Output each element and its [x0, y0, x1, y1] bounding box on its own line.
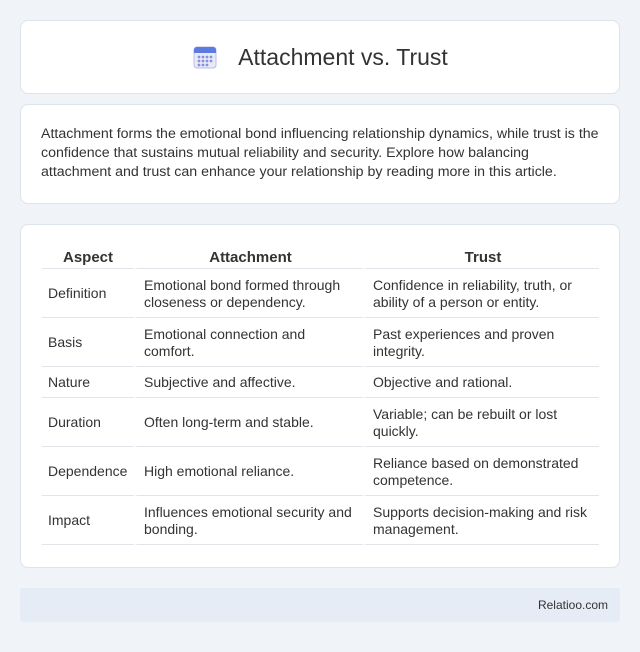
header-attachment: Attachment: [134, 247, 363, 269]
cell-trust: Objective and rational.: [363, 367, 599, 398]
cell-trust: Past experiences and proven integrity.: [363, 318, 599, 367]
cell-trust: Reliance based on demonstrated competence.: [363, 447, 599, 496]
table-row: [42, 367, 599, 398]
cell-trust: Confidence in reliability, truth, or ability of a person or entity.: [363, 269, 599, 318]
table-row: [42, 447, 599, 496]
table-row: [42, 318, 599, 367]
intro-card: [20, 104, 620, 204]
comparison-card: [20, 224, 620, 568]
cell-trust: Supports decision-making and risk management.: [363, 496, 599, 545]
cell-attachment: High emotional reliance.: [134, 447, 363, 496]
cell-aspect: Definition: [42, 269, 134, 318]
cell-attachment: Emotional connection and comfort.: [134, 318, 363, 367]
table-row: [42, 496, 599, 545]
intro-text: Attachment forms the emotional bond influencing relationship dynamics, while trust is the confidence that sustains mutual reliability and security. Explore how balancing attachment and trust can enhance your relationship by reading more in this article.: [41, 126, 599, 180]
table-row: [42, 269, 599, 318]
cell-aspect: Impact: [42, 496, 134, 545]
cell-attachment: Often long-term and stable.: [134, 398, 363, 447]
cell-trust: Variable; can be rebuilt or lost quickly.: [363, 398, 599, 447]
table-header-row: [42, 247, 599, 269]
footer-brand: Relatioo.com: [537, 598, 608, 612]
cell-attachment: Influences emotional security and bonding.: [134, 496, 363, 545]
cell-aspect: Duration: [42, 398, 134, 447]
calendar-icon: [192, 44, 218, 70]
footer: [20, 588, 620, 622]
cell-attachment: Emotional bond formed through closeness or dependency.: [134, 269, 363, 318]
table-row: [42, 398, 599, 447]
header-aspect: Aspect: [42, 247, 134, 269]
cell-aspect: Nature: [42, 367, 134, 398]
cell-aspect: Basis: [42, 318, 134, 367]
cell-aspect: Dependence: [42, 447, 134, 496]
page-title: Attachment vs. Trust: [238, 43, 448, 70]
title-card: [20, 20, 620, 94]
comparison-table: [42, 247, 599, 545]
header-trust: Trust: [363, 247, 599, 269]
cell-attachment: Subjective and affective.: [134, 367, 363, 398]
